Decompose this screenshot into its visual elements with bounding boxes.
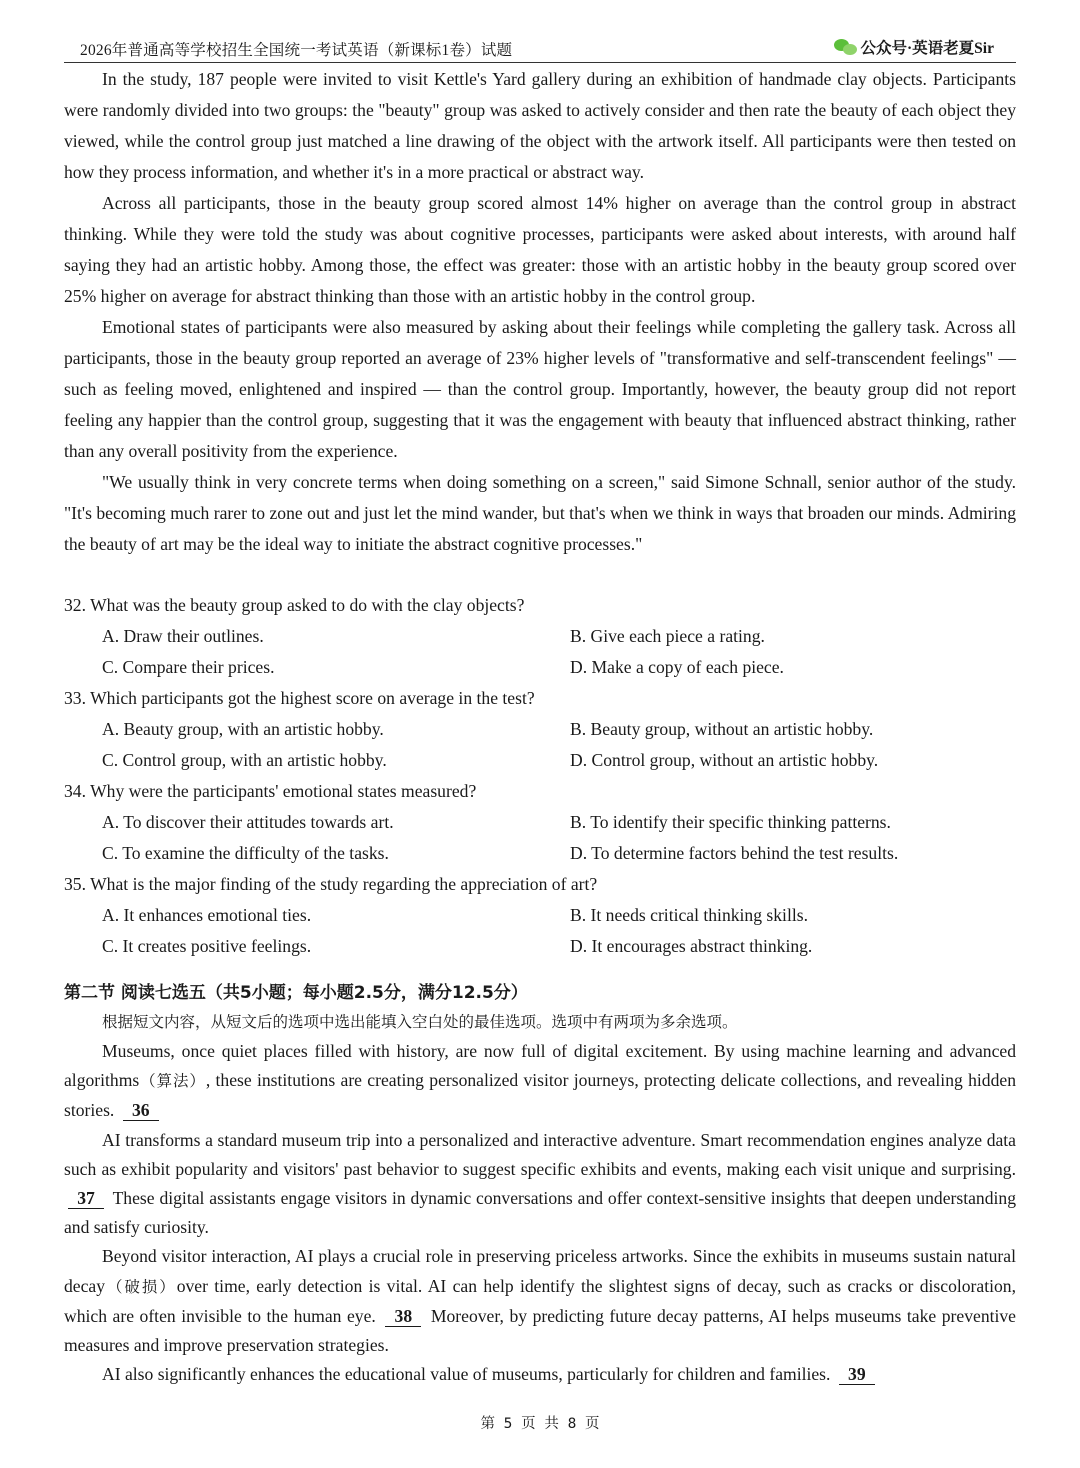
page-number: 第 5 页 共 8 页 [480, 1416, 600, 1432]
chinese-gloss: （破损） [105, 1277, 177, 1296]
question-stem: 34. Why were the participants' emotional states measured? [64, 781, 477, 801]
cloze-paragraph-3: Beyond visitor interaction, AI plays a crucial role in preserving priceless artworks. Since the exhibits in museums sustain natural decay（破损）over time, early detection is vital. AI can help identify the slightest signs of decay, such as cracks or discoloration, which are often invisible to the human eye. 38 Moreover, by predicting future decay patterns, AI helps museums take preventive measures and improve preservation strategies. [64, 1246, 1016, 1356]
question-stem: 35. What is the major finding of the study regarding the appreciation of art? [64, 874, 598, 894]
cloze-paragraph-1: Museums, once quiet places filled with history, are now full of digital excitement. By using machine learning and advanced algorithms（算法）, these institutions are creating personalized visitor journeys, protecting delicate collections, and revealing hidden stories. 36 [64, 1041, 1016, 1121]
question-33 [64, 683, 1016, 776]
chinese-gloss: （算法） [139, 1072, 206, 1091]
option-c: C. It creates positive feelings. [102, 936, 312, 956]
option-d: D. Make a copy of each piece. [570, 657, 784, 677]
blank-39: 39 [839, 1364, 875, 1385]
question-32 [64, 590, 1016, 683]
option-b: B. Beauty group, without an artistic hobby. [570, 719, 874, 739]
option-b: B. It needs critical thinking skills. [570, 905, 808, 925]
option-b: B. Give each piece a rating. [570, 626, 765, 646]
brand-text: 公众号·英语老夏Sir [860, 40, 994, 57]
option-a: A. Beauty group, with an artistic hobby. [102, 719, 384, 739]
option-a: A. Draw their outlines. [102, 626, 264, 646]
option-a: A. It enhances emotional ties. [102, 905, 312, 925]
page-content [64, 64, 1016, 1389]
option-c: C. Control group, with an artistic hobby. [102, 750, 387, 770]
option-d: D. To determine factors behind the test results. [570, 843, 899, 863]
question-stem: 33. Which participants got the highest score on average in the test? [64, 688, 535, 708]
section-instruction: 根据短文内容，从短文后的选项中选出能填入空白处的最佳选项。选项中有两项为多余选项。 [102, 1013, 738, 1031]
question-35 [64, 869, 1016, 962]
section-2 [64, 978, 1016, 1389]
passage-paragraph-4: "We usually think in very concrete terms when doing something on a screen," said Simone Schnall, senior author of the study. "It's becoming much rarer to zone out and just let the mind wander, but that's when we think in ways that broaden our minds. Admiring the beauty of art may be the ideal way to initiate the abstract cognitive processes." [64, 472, 1016, 554]
question-stem: 32. What was the beauty group asked to do with the clay objects? [64, 595, 525, 615]
brand-label [834, 36, 994, 58]
section-title: 第二节 阅读七选五（共5小题；每小题2.5分，满分12.5分） [64, 983, 528, 1003]
blank-36: 36 [123, 1100, 159, 1121]
exam-title: 2026年普通高等学校招生全国统一考试英语（新课标1卷）试题 [80, 42, 513, 59]
blank-38: 38 [385, 1306, 421, 1327]
passage-paragraph-1: In the study, 187 people were invited to visit Kettle's Yard gallery during an exhibition of handmade clay objects. Participants were randomly divided into two groups: the "beauty" group was asked to actively consider and then rate the beauty of each object they viewed, while the control group just matched a line drawing of the object with the artwork itself. All participants were then tested on how they process information, and whether it's in a more practical or abstract way. [64, 69, 1016, 182]
question-34 [64, 776, 1016, 869]
option-d: D. Control group, without an artistic hobby. [570, 750, 879, 770]
option-c: C. Compare their prices. [102, 657, 275, 677]
option-b: B. To identify their specific thinking patterns. [570, 812, 891, 832]
cloze-paragraph-2: AI transforms a standard museum trip into a personalized and interactive adventure. Smart recommendation engines analyze data such as exhibit popularity and visitors' past behavior to suggest specific exhibits and events, making each visit unique and surprising. 37 These digital assistants engage visitors in dynamic conversations and offer context-sensitive insights that deepen understanding and satisfy curiosity. [64, 1129, 1016, 1238]
cloze-paragraph-4: AI also significantly enhances the educational value of museums, particularly for children and families. 39 [64, 1360, 1016, 1389]
page-header [64, 34, 1016, 63]
option-d: D. It encourages abstract thinking. [570, 936, 813, 956]
wechat-icon [834, 37, 858, 57]
passage-paragraph-2: Across all participants, those in the beauty group scored almost 14% higher on average than the control group in abstract thinking. While they were told the study was about cognitive processes, participants were asked about interests, with around half saying they had an artistic hobby. Among those, the effect was greater: those with an artistic hobby in the beauty group scored over 25% higher on average for abstract thinking than those with an artistic hobby in the control group. [64, 193, 1016, 306]
option-c: C. To examine the difficulty of the tasks. [102, 843, 389, 863]
question-list [64, 590, 1016, 962]
option-a: A. To discover their attitudes towards art. [102, 812, 394, 832]
blank-37: 37 [68, 1188, 104, 1209]
passage-paragraph-3: Emotional states of participants were also measured by asking about their feelings while completing the gallery task. Across all participants, those in the beauty group reported an average of 23% higher levels of "transformative and self-transcendent feelings" — such as feeling moved, enlightened and inspired — than the control group. Importantly, however, the beauty group did not report feeling any happier than the control group, suggesting that it was the engagement with beauty that influenced abstract thinking, rather than any overall positivity from the experience. [64, 317, 1016, 461]
